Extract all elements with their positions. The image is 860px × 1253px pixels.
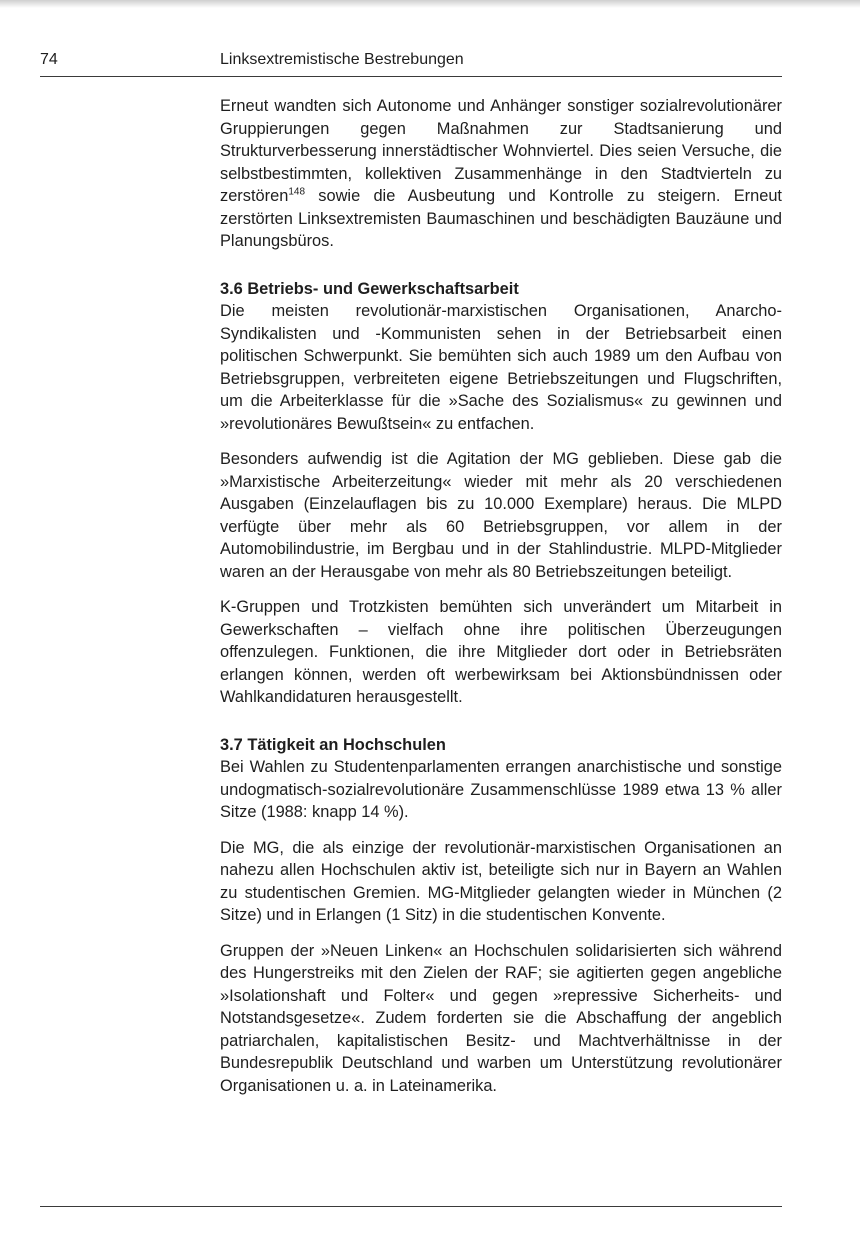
paragraph: Die meisten revolutionär-marxistischen Organisationen, Anarcho-Syndikalisten und -Kommunisten sehen in der Betriebsarbeit einen politischen Schwerpunkt. Sie bemühten sich auch 1989 um den Aufbau von Betriebsgruppen, verbreiteten eigene Betriebszeitungen und Flugschriften, um die Arbeiterklasse für die »Sache des Sozialismus« zu gewinnen und »revolutionäres Bewußtsein« zu entfachen. <box>220 302 782 433</box>
paragraph: Besonders aufwendig ist die Agitation der MG geblieben. Diese gab die »Marxistische Arbeiterzeitung« wieder mit mehr als 20 verschiedenen Ausgaben (Einzelauflagen bis zu 10.000 Exemplare) heraus. Die MLPD verfügte über mehr als 60 Betriebsgruppen, vor allem in der Automobilindustrie, im Bergbau und in der Stahlindustrie. MLPD-Mitglieder waren an der Herausgabe von mehr als 80 Betriebszeitungen beteiligt. <box>220 450 782 581</box>
paragraph: Bei Wahlen zu Studentenparlamenten errangen anarchistische und sonstige undogmatisch-sozialrevolutionäre Zusammenschlüsse 1989 etwa 13 % aller Sitze (1988: knapp 14 %). <box>220 758 782 821</box>
intro-paragraph: Erneut wandten sich Autonome und Anhänger sonstiger sozialrevolutionärer Gruppierungen gegen Maßnahmen zur Stadtsanierung und Strukturverbesserung innerstädtischer Wohnviertel. Dies seien Versuche, die selbstbestimmten, kollektiven Zusammenhänge in den Stadtvierteln zu zerstören$^{148}$ sowie die Ausbeutung und Kontrolle zu steigern. Erneut zerstörten Linksextremisten Baumaschinen und beschädigten Bauzäune und Planungsbüros. <box>220 97 782 250</box>
paragraph: Gruppen der »Neuen Linken« an Hochschulen solidarisierten sich während des Hungerstreiks mit den Zielen der RAF; sie agitierten gegen angebliche »Isolationshaft und Folter« und gegen »repressive Sicherheits- und Notstandsgesetze«. Zudem forderten sie die Abschaffung der angeblich patriarchalen, kapitalistischen Besitz- und Machtverhältnisse in der Bundesrepublik Deutschland und warben um Unterstützung revolutionärer Organisationen u. a. in Lateinamerika. <box>220 941 782 1095</box>
header-rule <box>40 76 782 77</box>
running-title: Linksextremistische Bestrebungen <box>220 51 464 68</box>
footnote-reference[interactable]: 148 <box>288 186 306 198</box>
page-top-edge <box>0 0 860 8</box>
paragraph: K-Gruppen und Trotzkisten bemühten sich unverändert um Mitarbeit in Gewerkschaften – vielfach ohne ihre politischen Überzeugungen offenzulegen. Funktionen, die ihre Mitglieder dort oder in Betriebsräten erlangen können, werden oft werbewirksam bei Aktionsbündnissen oder Wahlkandidaturen herausgestellt. <box>220 598 782 706</box>
page-number: 74 <box>40 51 58 68</box>
section-heading-3-7: 3.7 Tätigkeit an Hochschulen <box>220 735 446 754</box>
page-body <box>220 95 782 1110</box>
footer-rule <box>40 1206 782 1207</box>
paragraph: Die MG, die als einzige der revolutionär-marxistischen Organisationen an nahezu allen Hochschulen aktiv ist, beteiligte sich nur in Bayern an Wahlen zu studentischen Gremien. MG-Mitglieder gelangten wieder in München (2 Sitze) und in Erlangen (1 Sitz) in die studentischen Konvente. <box>220 838 782 924</box>
section-heading-3-6: 3.6 Betriebs- und Gewerkschaftsarbeit <box>220 279 519 298</box>
